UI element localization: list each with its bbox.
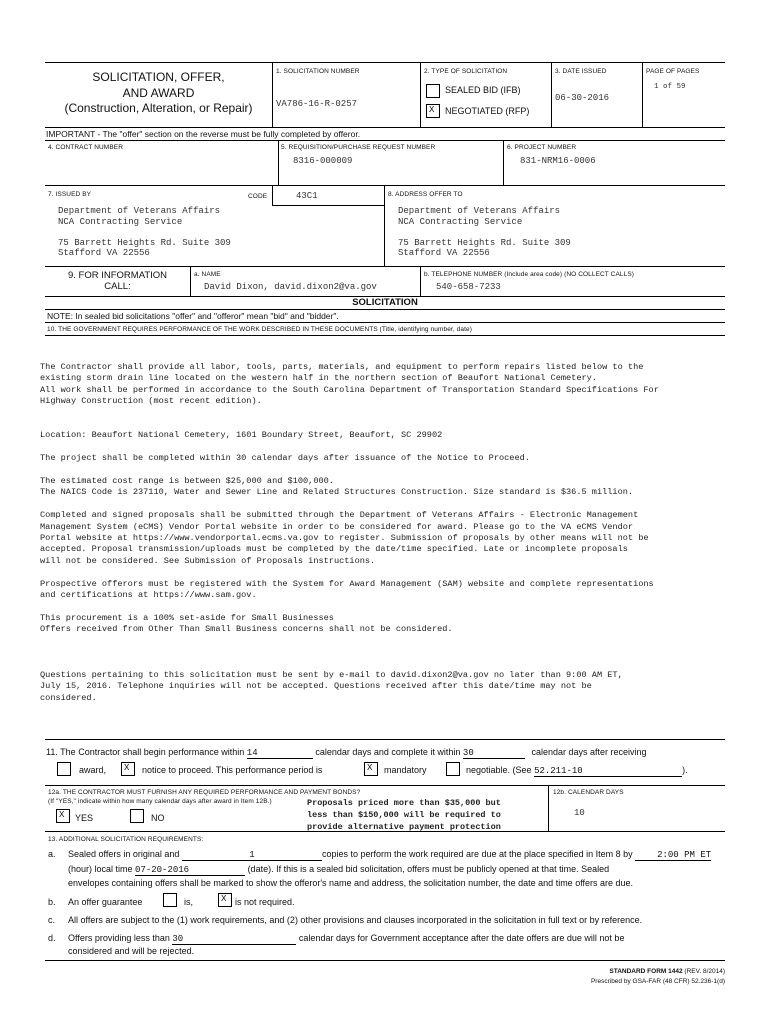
offer-address-line: NCA Contracting Service: [398, 216, 523, 227]
description-line: [40, 647, 659, 658]
solicitation-number-label: 1. SOLICITATION NUMBER: [276, 68, 360, 75]
negotiated-checkbox[interactable]: [426, 104, 440, 118]
item-11-text: calendar days after receiving: [531, 747, 647, 757]
additional-requirements-label: 13. ADDITIONAL SOLICITATION REQUIREMENTS:: [48, 836, 204, 843]
begin-days-field[interactable]: 14: [247, 748, 313, 759]
issued-by-line: [58, 227, 231, 238]
project-number-label: 6. PROJECT NUMBER: [507, 144, 577, 151]
notice-check-mark: X: [124, 763, 130, 773]
issued-by-label: 7. ISSUED BY: [48, 191, 92, 198]
item-13a-line2: [68, 864, 609, 876]
solicitation-type-label: 2. TYPE OF SOLICITATION: [424, 68, 508, 75]
description-line: Prospective offerors must be registered with the System for Award Management (SAM) website and complete representations: [40, 578, 654, 589]
bond-requirement-line: less than $150,000 will be required to: [307, 810, 501, 820]
copies-field[interactable]: 1: [182, 850, 322, 861]
form-title-line3: (Construction, Alteration, or Repair): [64, 101, 253, 115]
important-notice: IMPORTANT - The "offer" section on the reverse must be fully completed by offeror.: [46, 129, 361, 139]
item-13a-letter: a.: [48, 849, 56, 859]
description-line: All work shall be performed in accordance to the South Carolina Department of Transportation Standard Specifications For: [40, 384, 659, 395]
issued-by-line: Department of Veterans Affairs: [58, 206, 221, 216]
solicitation-number-value: VA786-16-R-0257: [276, 99, 358, 109]
bond-requirement-text: [307, 797, 501, 833]
calendar-days-label: 12b. CALENDAR DAYS: [553, 789, 624, 796]
clause-reference-field[interactable]: 52.211-10: [534, 766, 682, 777]
item-13a-text: (hour) local time: [68, 864, 133, 874]
notice-to-proceed-checkbox[interactable]: [121, 762, 135, 776]
sealed-bid-label: SEALED BID (IFB): [445, 85, 521, 95]
description-line: [40, 419, 659, 430]
page-of-pages-value: 1 of 59: [654, 83, 686, 91]
form-title-line1: SOLICITATION, OFFER,: [92, 70, 225, 84]
guarantee-not-label: is not required.: [235, 897, 295, 907]
description-line: [40, 465, 659, 476]
description-line: [40, 601, 659, 612]
negotiable-line: [466, 765, 688, 777]
description-line: and certifications at https://www.sam.gov.: [40, 590, 257, 601]
item-11-text: 11. The Contractor shall begin performance within: [46, 747, 245, 757]
date-issued-value: 06-30-2016: [555, 93, 610, 103]
bonds-question-label: 12a. THE CONTRACTOR MUST FURNISH ANY REQUIRED PERFORMANCE AND PAYMENT BONDS?: [48, 789, 361, 796]
form-title-line2: AND AWARD: [122, 85, 195, 100]
for-information-line2: CALL:: [104, 281, 131, 292]
offer-address: [398, 206, 571, 259]
solicitation-heading: SOLICITATION: [352, 297, 418, 308]
code-value: 43C1: [296, 191, 318, 201]
form-revision: (REV. 8/2014): [684, 968, 725, 975]
offer-address-line: [398, 227, 571, 238]
guarantee-is-checkbox[interactable]: [163, 893, 177, 907]
acceptance-days-field[interactable]: 30: [172, 934, 296, 945]
item-13d-line1: [68, 933, 624, 945]
complete-days-field[interactable]: 30: [463, 748, 525, 759]
negotiable-checkbox[interactable]: [446, 762, 460, 776]
negotiated-check-mark: X: [429, 105, 435, 115]
issued-by-line: 75 Barrett Heights Rd. Suite 309: [58, 237, 231, 248]
work-description-text: [40, 362, 659, 704]
form-number-line: [520, 968, 725, 975]
item-13a-line3: envelopes containing offers shall be marked to show the offeror's name and address, the solicitation number, the date and time offers are due.: [68, 878, 634, 888]
item-13a-text: copies to perform the work required are due at the place specified in Item 8 by: [321, 849, 633, 859]
form-prescribed: Prescribed by GSA-FAR (48 CFR) 52.236-1(d): [590, 978, 725, 985]
description-line: [40, 408, 659, 419]
telephone-value: 540-658-7233: [436, 282, 501, 292]
due-date-field[interactable]: 07-20-2016: [135, 865, 245, 876]
description-line: Highway Construction (most recent edition).: [40, 396, 262, 407]
description-line: [40, 658, 659, 669]
description-line: Management System (eCMS) Vendor Portal website in order to be considered for award. Please go to the VA eCMS Vendor: [40, 521, 634, 532]
form-number: STANDARD FORM 1442: [609, 968, 683, 975]
address-offer-to-label: 8. ADDRESS OFFER TO: [388, 191, 463, 198]
award-label: award,: [79, 765, 107, 775]
description-line: The project shall be completed within 30 calendar days after issuance of the Notice to Proceed.: [40, 453, 530, 464]
negotiable-end: ).: [682, 765, 688, 775]
notice-to-proceed-label: notice to proceed. This performance period is: [142, 765, 323, 775]
item-11-text: calendar days and complete it within: [315, 747, 461, 757]
bonds-no-label: NO: [151, 813, 165, 823]
description-line: [40, 567, 659, 578]
guarantee-not-checkbox[interactable]: [218, 893, 232, 907]
description-line: July 15, 2016. Telephone inquiries will not be accepted. Questions received after this date/time may not be: [40, 681, 592, 692]
item-13c-text: All offers are subject to the (1) work requirements, and (2) other provisions and clauses incorporated in the solicitation in full text or by reference.: [68, 915, 643, 925]
item-13d-text: Offers providing less than: [68, 933, 170, 943]
description-line: Completed and signed proposals shall be submitted through the Department of Veterans Affairs - Electronic Management: [40, 510, 639, 521]
contract-number-label: 4. CONTRACT NUMBER: [48, 144, 123, 151]
offer-address-line: 75 Barrett Heights Rd. Suite 309: [398, 237, 571, 248]
negotiable-label: negotiable. (See: [466, 765, 532, 775]
bonds-yes-label: YES: [75, 813, 94, 823]
work-description-label: 10. THE GOVERNMENT REQUIRES PERFORMANCE OF THE WORK DESCRIBED IN THESE DOCUMENTS (Title, identifying number, date): [47, 326, 472, 333]
bonds-yes-checkbox[interactable]: [56, 809, 70, 823]
guarantee-not-mark: X: [221, 894, 227, 904]
offer-address-line: Stafford VA 22556: [398, 248, 490, 258]
due-time-field[interactable]: 2:00 PM ET: [635, 850, 711, 861]
description-line: existing storm drain line located on the western half in the northern section of Beaufort National Cemetery.: [40, 373, 597, 384]
mandatory-check-mark: X: [367, 763, 373, 773]
sealed-bid-note: NOTE: In sealed bid solicitations "offer" and "offeror" mean "bid" and "bidder".: [47, 311, 339, 321]
calendar-days-value: 10: [574, 808, 585, 818]
page-of-pages-label: PAGE OF PAGES: [646, 68, 700, 75]
description-line: [40, 499, 659, 510]
mandatory-label: mandatory: [384, 765, 427, 775]
issued-by-address: [58, 206, 231, 259]
sealed-bid-checkbox[interactable]: [426, 84, 440, 98]
bonds-yes-mark: X: [59, 810, 65, 820]
item-13d-line2: considered and will be rejected.: [68, 946, 195, 956]
description-line: The estimated cost range is between $25,000 and $100,000.: [40, 476, 334, 486]
bond-requirement-line: provide alternative payment protection: [307, 822, 501, 832]
for-information-line1: 9. FOR INFORMATION: [67, 270, 168, 281]
issued-by-line: Stafford VA 22556: [58, 248, 150, 258]
description-line: [40, 442, 659, 453]
item-13a-line1: [68, 849, 711, 861]
requisition-number-value: 8316-000009: [293, 156, 353, 166]
telephone-label: b. TELEPHONE NUMBER (Include area code) (NO COLLECT CALLS): [424, 271, 635, 278]
form-title: [45, 70, 272, 117]
form-footer: [520, 968, 725, 985]
issued-by-line: NCA Contracting Service: [58, 216, 183, 227]
date-issued-label: 3. DATE ISSUED: [555, 68, 607, 75]
description-line: Portal website at https://www.vendorportal.ecms.va.gov to register. Submission of proposals by other means will not be: [40, 533, 649, 544]
contact-name-label: a. NAME: [194, 271, 221, 278]
requisition-number-label: 5. REQUISITION/PURCHASE REQUEST NUMBER: [281, 144, 436, 151]
for-information-label: [45, 270, 190, 292]
project-number-value: 831-NRM16-0006: [520, 156, 596, 166]
description-line: Location: Beaufort National Cemetery, 1601 Boundary Street, Beaufort, SC 29902: [40, 430, 443, 441]
item-11: [46, 747, 647, 759]
description-line: Questions pertaining to this solicitation must be sent by e-mail to david.dixon2@va.gov no later than 9:00 AM ET,: [40, 669, 623, 680]
offer-guarantee-label: An offer guarantee: [68, 897, 143, 907]
description-line: accepted. Proposal transmission/uploads must be completed by the date/time specified. Late or incomplete proposals: [40, 544, 628, 555]
offer-address-line: Department of Veterans Affairs: [398, 206, 561, 216]
contact-name-value: David Dixon, david.dixon2@va.gov: [204, 282, 377, 292]
bonds-no-checkbox[interactable]: [130, 809, 144, 823]
description-line: will not be considered. See Submission of Proposals instructions.: [40, 555, 376, 566]
description-line: The NAICS Code is 237110, Water and Sewer Line and Related Structures Construction. Size standard is $36.5 million.: [40, 487, 634, 498]
item-13d-text: calendar days for Government acceptance after the date offers are due will not be: [298, 933, 625, 943]
code-label: CODE: [248, 193, 268, 200]
mandatory-checkbox[interactable]: [364, 762, 378, 776]
description-line: The Contractor shall provide all labor, tools, parts, materials, and equipment to perform repairs listed below to the: [40, 362, 644, 372]
description-line: considered.: [40, 692, 97, 703]
item-13a-text: (date). If this is a sealed bid solicitation, offers must be publicly opened at that time. Sealed: [247, 864, 610, 874]
item-13a-text: Sealed offers in original and: [68, 849, 180, 859]
description-line: This procurement is a 100% set-aside for Small Businesses: [40, 612, 334, 623]
description-line: Offers received from Other Than Small Business concerns shall not be considered.: [40, 624, 453, 635]
description-line: [40, 636, 659, 647]
bonds-question-sub: (If "YES," indicate within how many calendar days after award in Item 12B.): [48, 798, 272, 805]
item-13d-letter: d.: [48, 933, 56, 943]
bond-requirement-line: Proposals priced more than $35,000 but: [307, 798, 501, 808]
negotiated-label: NEGOTIATED (RFP): [445, 106, 530, 116]
item-13b-letter: b.: [48, 897, 56, 907]
guarantee-is-label: is,: [184, 897, 193, 907]
item-13c-letter: c.: [48, 915, 56, 925]
award-checkbox[interactable]: [57, 762, 71, 776]
